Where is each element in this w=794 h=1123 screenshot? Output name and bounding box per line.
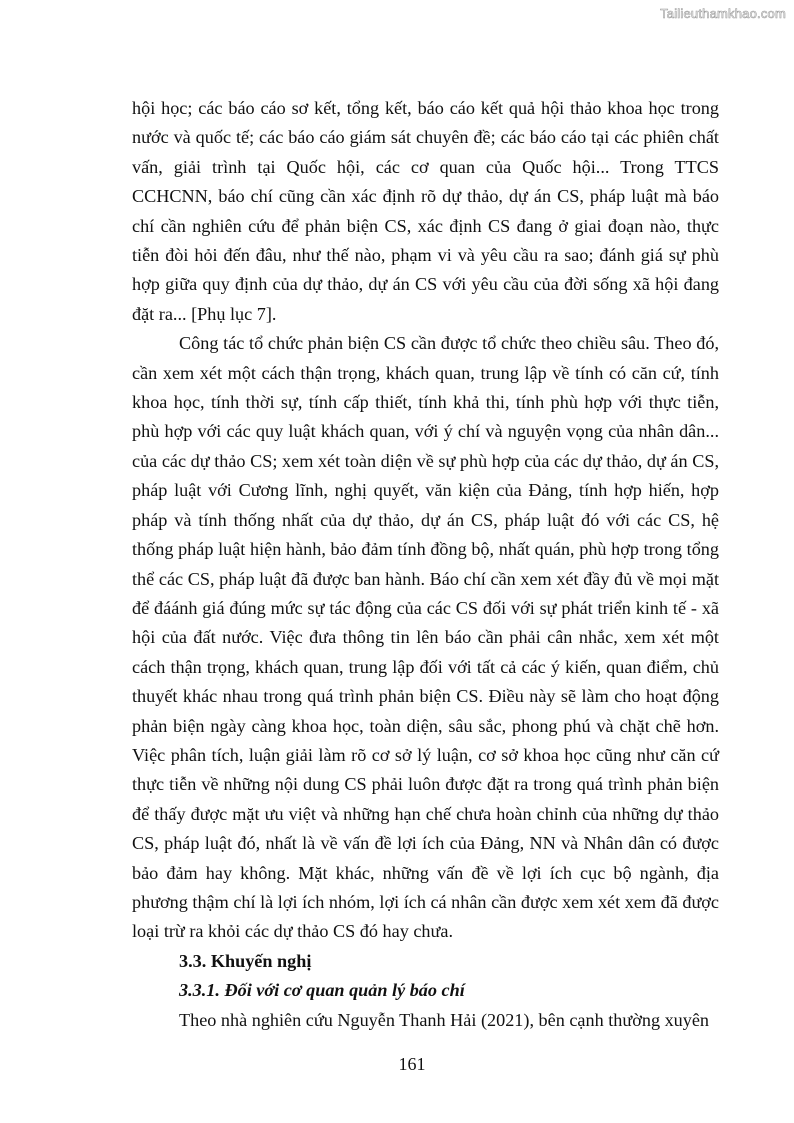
- paragraph-recommendation-start: Theo nhà nghiên cứu Nguyễn Thanh Hải (2021), bên cạnh thường xuyên: [179, 1009, 710, 1030]
- subsection-heading: 3.3.1. Đối với cơ quan quản lý báo chí: [179, 980, 465, 1001]
- paragraph-critique-organization: Công tác tổ chức phản biện CS cần được tổ chức theo chiều sâu. Theo đó, cần xem xét một cách thận trọng, khách quan, trung lập về tính có căn cứ, tính khoa học, tính thời sự, tính cấp thiết, tính khả thi, tính phù hợp với thực tiễn, phù hợp với các quy luật khách quan, với ý chí và nguyện vọng của nhân dân... của các dự thảo CS; xem xét toàn diện về sự phù hợp của các dự thảo, dự án CS, pháp luật với Cương lĩnh, nghị quyết, văn kiện của Đảng, tính hợp hiến, hợp pháp và tính thống nhất của dự thảo, dự án CS, pháp luật đó với các CS, hệ thống pháp luật hiện hành, bảo đảm tính đồng bộ, nhất quán, phù hợp trong tổng thể các CS, pháp luật đã được ban hành. Báo chí cần xem xét đầy đủ về mọi mặt để đáánh giá đúng mức sự tác động của các CS đối với sự phát triển kinh tế - xã hội của đất nước. Việc đưa thông tin lên báo cần phải cân nhắc, xem xét một cách thận trọng, khách quan, trung lập đối với tất cả các ý kiến, quan điểm, chủ thuyết khác nhau trong quá trình phản biện CS. Điều này sẽ làm cho hoạt động phản biện ngày càng khoa học, toàn diện, sâu sắc, phong phú và chặt chẽ hơn. Việc phân tích, luận giải làm rõ cơ sở lý luận, cơ sở khoa học cũng như căn cứ thực tiễn về những nội dung CS phải luôn được đặt ra trong quá trình phản biện để thấy được mặt ưu việt và những hạn chế chưa hoàn chỉnh của những dự thảo CS, pháp luật đó, nhất là về vấn đề lợi ích của Đảng, NN và Nhân dân có được bảo đảm hay không. Mặt khác, những vấn đề về lợi ích cục bộ ngành, địa phương thậm chí là lợi ích nhóm, lợi ích cá nhân cần được xem xét xem đã được loại trừ ra khỏi các dự thảo CS đó hay chưa.: [132, 333, 719, 942]
- document-body: [132, 94, 719, 1035]
- paragraph-continuation: hội học; các báo cáo sơ kết, tổng kết, báo cáo kết quả hội thảo khoa học trong nước và quốc tế; các báo cáo giám sát chuyên đề; các báo cáo tại các phiên chất vấn, giải trình tại Quốc hội, các cơ quan của Quốc hội... Trong TTCS CCHCNN, báo chí cũng cần xác định rõ dự thảo, dự án CS, pháp luật mà báo chí cần nghiên cứu để phản biện CS, xác định CS đang ở giai đoạn nào, thực tiễn đòi hỏi đến đâu, như thế nào, phạm vi và yêu cầu ra sao; đánh giá sự phù hợp giữa quy định của dự thảo, dự án CS với yêu cầu của đời sống xã hội đang đặt ra... [Phụ lục 7].: [132, 98, 719, 324]
- page-number: 161: [398, 1054, 426, 1074]
- section-heading: 3.3. Khuyến nghị: [179, 950, 312, 971]
- watermark-text: Tailieuthamkhao.com: [660, 6, 786, 21]
